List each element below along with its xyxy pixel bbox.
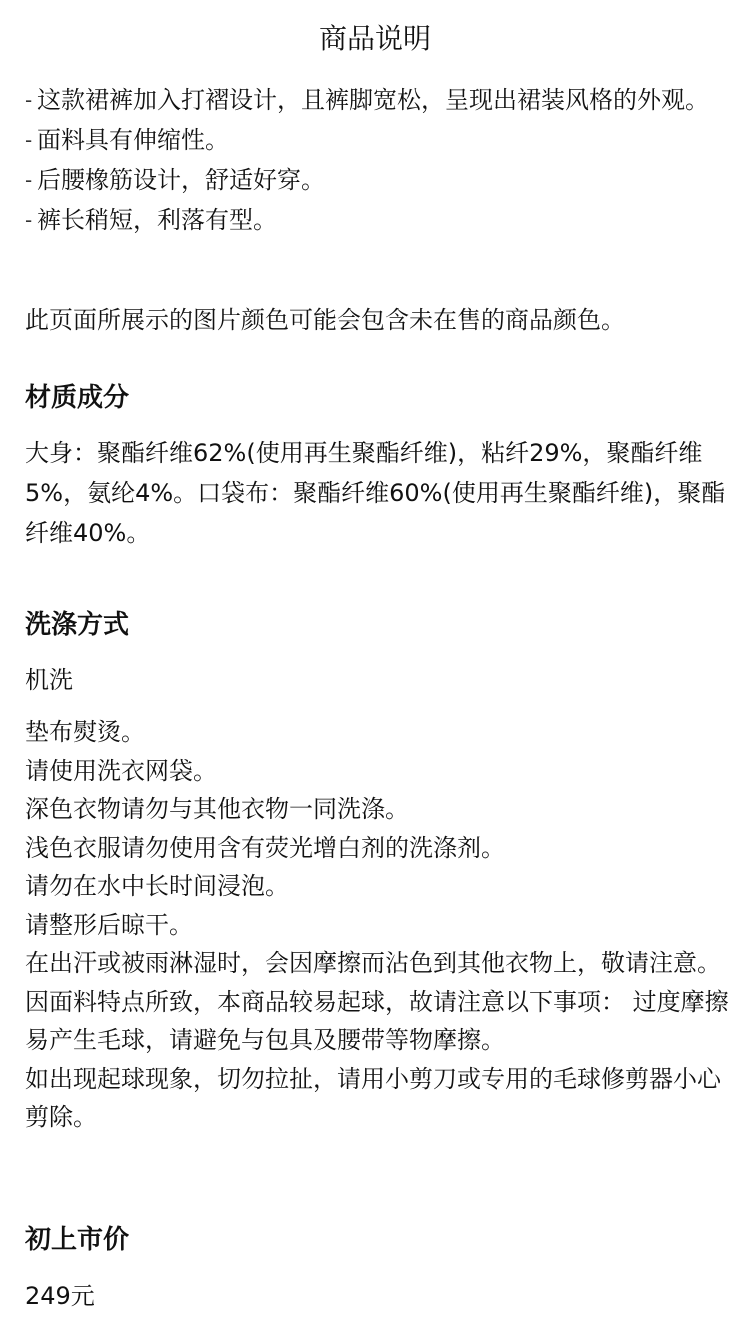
description-bullet bbox=[25, 200, 731, 240]
washing-instruction: 浅色衣服请勿使用含有荧光增白剂的洗涤剂。 bbox=[25, 833, 505, 862]
bullet-marker: - bbox=[25, 128, 33, 152]
price-heading: 初上市价 bbox=[25, 1225, 130, 1255]
description-bullet-text: 这款裙裤加入打褶设计，且裤脚宽松，呈现出裙装风格的外观。 bbox=[37, 86, 709, 114]
page-title: 商品说明 bbox=[318, 22, 431, 55]
description-bullet-text: 后腰橡筋设计，舒适好穿。 bbox=[37, 166, 325, 194]
description-bullet bbox=[25, 80, 731, 120]
washing-instruction-list bbox=[25, 713, 731, 1137]
washing-instruction: 请整形后晾干。 bbox=[25, 910, 193, 939]
description-bullet bbox=[25, 160, 731, 200]
price-value: 249元 bbox=[25, 1282, 95, 1310]
washing-instruction: 因面料特点所致，本商品较易起球，故请注意以下事项： 过度摩擦易产生毛球，请避免与包具及腰带等物摩擦。 bbox=[25, 987, 729, 1054]
description-bullet-text: 裤长稍短，利落有型。 bbox=[37, 206, 277, 234]
washing-instruction: 请使用洗衣网袋。 bbox=[25, 756, 217, 785]
material-heading: 材质成分 bbox=[25, 383, 130, 413]
washing-instruction: 垫布熨烫。 bbox=[25, 718, 145, 746]
bullet-marker: - bbox=[25, 168, 33, 192]
bullet-marker: - bbox=[25, 88, 33, 112]
description-bullet-text: 面料具有伸缩性。 bbox=[37, 126, 229, 154]
material-text: 大身：聚酯纤维62%(使用再生聚酯纤维)，粘纤29%，聚酯纤维5%，氨纶4%。口袋布：聚酯纤维60%(使用再生聚酯纤维)，聚酯纤维40%。 bbox=[25, 439, 726, 547]
color-note: 此页面所展示的图片颜色可能会包含未在售的商品颜色。 bbox=[25, 306, 625, 334]
washing-heading: 洗涤方式 bbox=[25, 610, 130, 640]
washing-instruction: 在出汗或被雨淋湿时，会因摩擦而沾色到其他衣物上，敬请注意。 bbox=[25, 949, 721, 977]
bullet-marker: - bbox=[25, 208, 33, 232]
description-bullet-list bbox=[25, 80, 731, 240]
description-bullet bbox=[25, 120, 731, 160]
washing-instruction: 深色衣物请勿与其他衣物一同洗涤。 bbox=[25, 795, 409, 823]
washing-instruction: 请勿在水中长时间浸泡。 bbox=[25, 872, 289, 900]
washing-instruction: 如出现起球现象，切勿拉扯，请用小剪刀或专用的毛球修剪器小心剪除。 bbox=[25, 1064, 721, 1131]
washing-method: 机洗 bbox=[25, 666, 73, 694]
